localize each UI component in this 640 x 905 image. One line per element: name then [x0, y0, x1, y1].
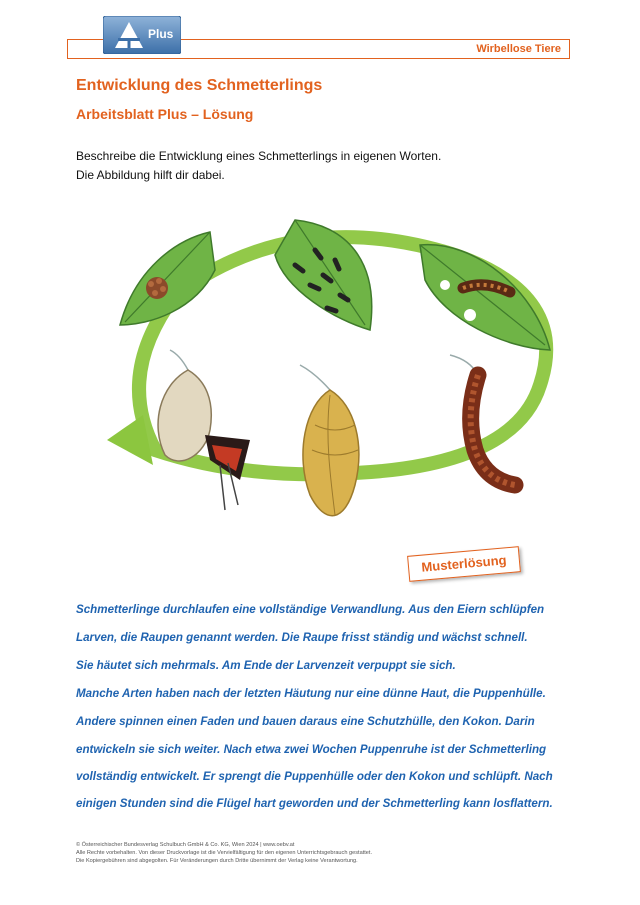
hatching-butterfly-icon	[158, 350, 250, 510]
footer-disclaimer: Die Kopiergebühren sind abgegolten. Für Veränderungen durch Dritte übernimmt der Verlag keine Verantwortung.	[76, 858, 358, 864]
pupa-icon	[300, 365, 359, 516]
answer-line: Andere spinnen einen Faden und bauen daraus eine Schutzhülle, den Kokon. Darin	[76, 715, 535, 728]
answer-line: Schmetterlinge durchlaufen eine vollständige Verwandlung. Aus den Eiern schlüpfen	[76, 603, 545, 616]
answer-line: Larven, die Raupen genannt werden. Die Raupe frisst ständig und wächst schnell.	[76, 631, 528, 644]
answer-line: Manche Arten haben nach der letzten Häutung nur eine dünne Haut, die Puppenhülle.	[76, 687, 546, 700]
eggs-on-leaf-icon	[120, 232, 215, 325]
answer-line: entwickeln sie sich weiter. Nach etwa zwei Wochen Puppenruhe ist der Schmetterling	[76, 743, 547, 756]
instruction-line: Die Abbildung hilft dir dabei.	[76, 168, 225, 182]
logo-text: Plus	[148, 27, 174, 41]
page-subtitle: Arbeitsblatt Plus – Lösung	[76, 106, 254, 122]
plus-logo	[103, 16, 181, 54]
section-label: Wirbellose Tiere	[476, 43, 561, 55]
mature-caterpillar-icon	[450, 355, 515, 485]
answer-line: vollständig entwickelt. Er sprengt die Puppenhülle oder den Kokon und schlüpft. Nach	[76, 770, 553, 783]
lifecycle-figure	[95, 215, 565, 535]
footer-rights: Alle Rechte vorbehalten. Von dieser Druckvorlage ist die Vervielfältigung für den eigenen Unterrichtsgebrauch gestattet.	[76, 850, 373, 856]
instruction-line: Beschreibe die Entwicklung eines Schmetterlings in eigenen Worten.	[76, 149, 442, 163]
answer-line: Sie häutet sich mehrmals. Am Ende der Larvenzeit verpuppt sie sich.	[76, 659, 456, 672]
sample-solution-stamp: Musterlösung	[407, 546, 521, 582]
answer-line: einigen Stunden sind die Flügel hart geworden und der Schmetterling kann losflattern.	[76, 797, 553, 810]
page-title: Entwicklung des Schmetterlings	[76, 77, 323, 94]
footer-copyright: © Österreichischer Bundesverlag Schulbuch GmbH & Co. KG, Wien 2024 | www.oebv.at	[76, 842, 295, 848]
